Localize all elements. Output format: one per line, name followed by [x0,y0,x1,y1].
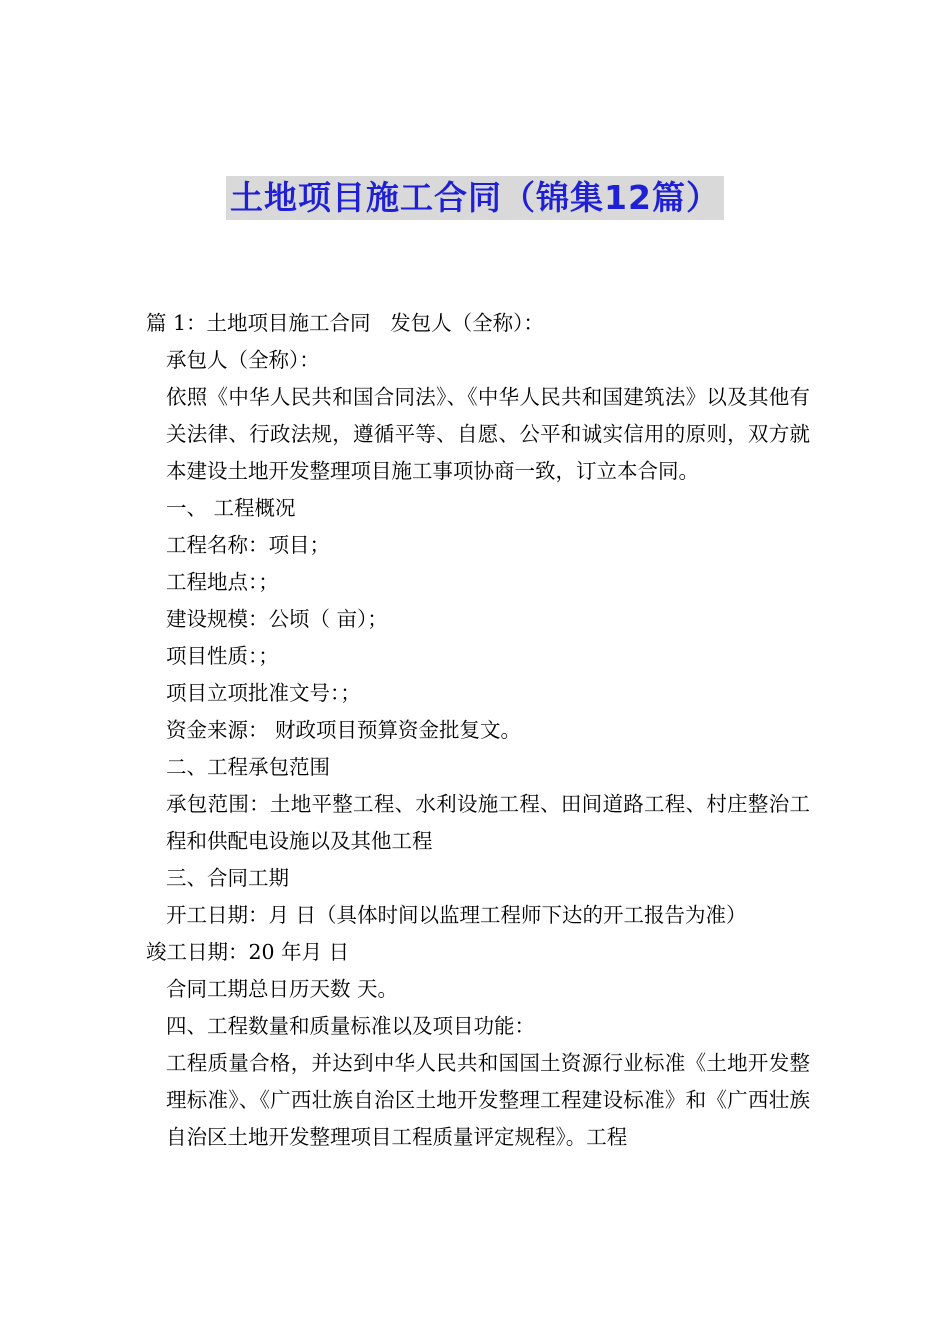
title-container [0,176,950,220]
paragraph: 合同工期总日历天数 天。 [166,977,399,1001]
paragraph: 工程地点：； [166,570,279,594]
section-heading: 二、工程承包范围 [166,755,330,779]
paragraph: 工程质量合格，并达到中华人民共和国国土资源行业标准《土地开发整理标准》、《广西壮族自治区土地开发整理工程建设标准》和《广西壮族自治区土地开发整理项目工程质量评定规程》。工程 [166,1051,810,1149]
paragraph: 依照《中华人民共和国合同法》、《中华人民共和国建筑法》以及其他有关法律、行政法规，遵循平等、自愿、公平和诚实信用的原则，双方就本建设土地开发整理项目施工事项协商一致，订立本合同。 [166,385,810,483]
paragraph: 竣工日期：20 年月 日 [146,940,350,964]
paragraph: 工程名称：项目； [166,533,330,557]
paragraph: 项目立项批准文号：； [166,681,361,705]
section-heading: 三、合同工期 [166,866,289,890]
paragraph: 项目性质：； [166,644,279,668]
paragraph: 篇 1：土地项目施工合同 发包人（全称）： [146,311,544,335]
paragraph: 资金来源： 财政项目预算资金批复文。 [166,718,522,742]
document-body [146,305,810,1156]
paragraph: 开工日期：月 日（具体时间以监理工程师下达的开工报告为准） [166,903,747,927]
document-title: 土地项目施工合同（锦集12篇） [226,176,724,220]
section-heading: 一、 工程概况 [166,496,296,520]
paragraph: 建设规模：公顷（ 亩）； [166,607,388,631]
paragraph: 承包人（全称）： [166,348,320,372]
paragraph: 承包范围：土地平整工程、水利设施工程、田间道路工程、村庄整治工程和供配电设施以及其他工程 [166,792,810,853]
section-heading: 四、工程数量和质量标准以及项目功能： [166,1014,535,1038]
